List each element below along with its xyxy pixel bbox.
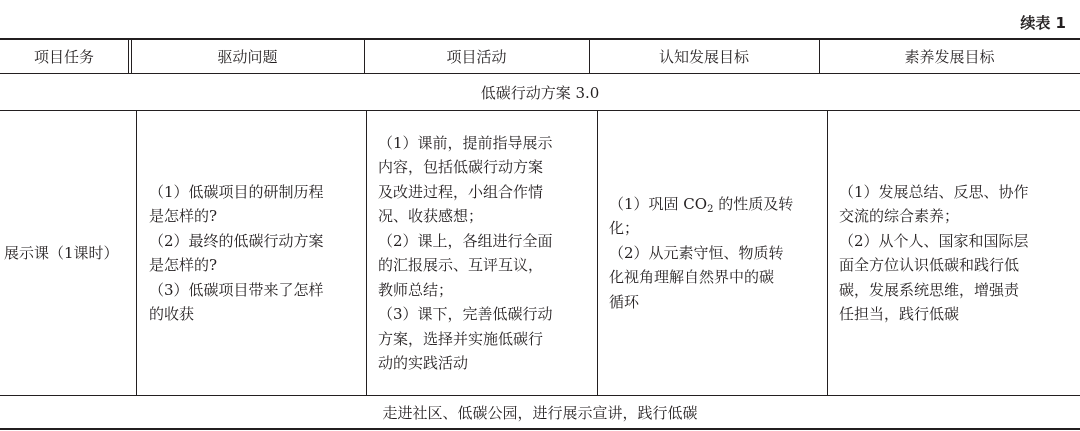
literacy-line: 面全方位认识低碳和践行低	[839, 256, 1020, 274]
literacy-line: 交流的综合素养；	[839, 207, 960, 225]
header-divider	[128, 40, 129, 73]
question-line: 是怎样的?	[149, 256, 218, 274]
activity-line: 方案，选择并实施低碳行	[378, 329, 544, 348]
activity-line: （3）课下，完善低碳行动	[378, 305, 553, 323]
question-line: （3）低碳项目带来了怎样	[149, 280, 324, 299]
cognitive-cell	[598, 112, 827, 394]
task-cell	[0, 112, 136, 394]
section-rule	[0, 110, 1080, 111]
cognitive-line: 循环	[609, 292, 640, 311]
cognitive-line	[609, 192, 793, 217]
question-line: 是怎样的?	[149, 207, 218, 225]
activity-line: 的汇报展示、互评互议，	[378, 256, 544, 274]
header-cell-cognitive: 认知发展目标	[658, 48, 749, 66]
activity-line: 教师总结；	[378, 280, 454, 299]
question-cell	[137, 112, 366, 394]
header-cell-task: 项目任务	[33, 48, 94, 66]
activity-cell	[367, 112, 597, 394]
literacy-line: 碳，发展系统思维，增强责	[839, 280, 1020, 299]
header-cell-question: 驱动问题	[217, 48, 278, 66]
task-text: 展示课（1课时）	[4, 243, 119, 262]
cognitive-line: 化视角理解自然界中的碳	[609, 268, 775, 287]
literacy-line: （1）发展总结、反思、协作	[839, 182, 1029, 201]
header-cell-activity: 项目活动	[446, 48, 507, 66]
cognitive-line: （2）从元素守恒、物质转	[609, 243, 784, 262]
cognitive-text: （1）巩固 CO	[609, 194, 708, 213]
cognitive-text: 的性质及转	[713, 194, 794, 213]
co2-subscript: 2	[707, 203, 714, 215]
literacy-cell	[828, 112, 1080, 394]
bottom-rule	[0, 428, 1080, 430]
question-line: （2）最终的低碳行动方案	[149, 231, 324, 250]
activity-line: 及改进过程，小组合作情	[378, 182, 544, 201]
literacy-line: 任担当，践行低碳	[839, 305, 960, 323]
activity-line: 内容，包括低碳行动方案	[378, 158, 544, 176]
footer-row: 走进社区、低碳公园，进行展示宣讲，践行低碳	[382, 403, 698, 422]
table-caption: 续表 1	[1020, 14, 1066, 32]
activity-line: 动的实践活动	[378, 354, 469, 372]
activity-line: （2）课上，各组进行全面	[378, 231, 553, 250]
header-cell-literacy: 素养发展目标	[904, 48, 995, 66]
activity-line: 况、收获感想；	[378, 207, 484, 225]
question-line: （1）低碳项目的研制历程	[149, 182, 324, 201]
activity-line: （1）课前，提前指导展示	[378, 133, 553, 152]
cognitive-line: 化；	[609, 219, 640, 238]
literacy-line: （2）从个人、国家和国际层	[839, 231, 1029, 250]
question-line: 的收获	[149, 305, 195, 323]
section-title: 低碳行动方案 3.0	[480, 83, 600, 102]
